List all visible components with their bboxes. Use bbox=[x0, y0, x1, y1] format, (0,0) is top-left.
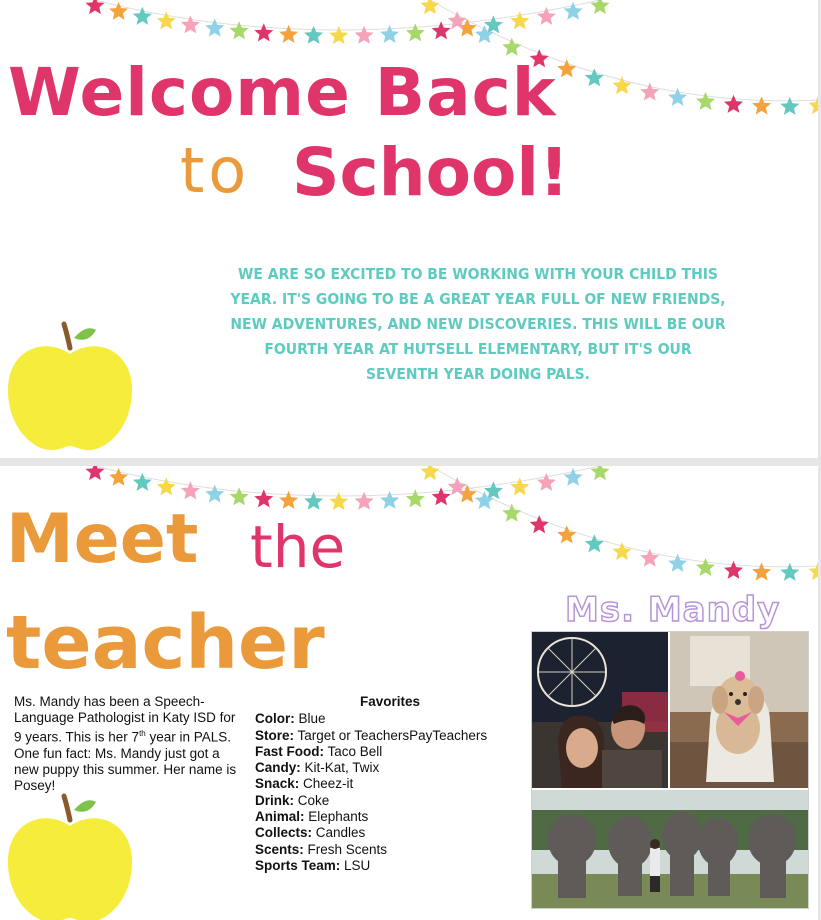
star-decoration bbox=[329, 492, 348, 510]
star-decoration bbox=[724, 95, 743, 113]
apple-icon bbox=[4, 320, 136, 455]
welcome-slide bbox=[0, 0, 818, 458]
apple-icon bbox=[4, 792, 136, 920]
teacher-name: Ms. Mandy bbox=[565, 590, 781, 630]
star-decoration bbox=[557, 59, 576, 77]
title-to: to bbox=[180, 134, 251, 207]
star-decoration bbox=[355, 492, 374, 510]
favorites-title: Favorites bbox=[359, 694, 421, 709]
star-decoration bbox=[380, 491, 399, 509]
list-item: Fast Food: Taco Bell bbox=[255, 743, 383, 759]
star-decoration bbox=[421, 466, 440, 480]
star-decoration bbox=[502, 38, 521, 56]
star-decoration bbox=[432, 21, 451, 39]
list-item: Color: Blue bbox=[255, 711, 326, 727]
list-item: Scents: Fresh Scents bbox=[255, 841, 388, 857]
star-decoration bbox=[585, 68, 604, 86]
list-item: Store: Target or TeachersPayTeachers bbox=[255, 727, 488, 743]
star-decoration bbox=[254, 489, 273, 507]
elephants-photo bbox=[532, 790, 808, 908]
list-item: Drink: Coke bbox=[255, 792, 330, 808]
star-decoration bbox=[724, 561, 743, 579]
star-decoration bbox=[254, 23, 273, 41]
star-decoration bbox=[809, 96, 819, 114]
star-decoration bbox=[380, 25, 399, 43]
star-decoration bbox=[421, 0, 440, 14]
intro-paragraph: WE ARE SO EXCITED TO BE WORKING WITH YOUR CHILD THIS YEAR. IT'S GOING TO BE A GREAT YEAR FULL OF NEW FRIENDS, NEW ADVENTURES, AND NEW DISCOVERIES. THIS WILL BE OUR FOURTH YEAR AT HUTSELL ELEMENTARY, BUT IT'S OUR SEVENTH YEAR DOING PALS. bbox=[230, 265, 726, 383]
star-decoration bbox=[432, 487, 451, 505]
meet-the-teacher-slide bbox=[0, 466, 818, 920]
teacher-bio: Ms. Mandy has been a Speech-Language Pathologist in Katy ISD for 9 years. This is her 7th year in PALS. One fun fact: Ms. Mandy just got a new puppy this summer. Her name is Posey! bbox=[14, 694, 237, 793]
star-decoration bbox=[304, 26, 323, 44]
star-decoration bbox=[591, 466, 610, 480]
list-item: Snack: Cheez-it bbox=[255, 776, 354, 792]
star-decoration bbox=[530, 515, 549, 533]
photo-collage bbox=[531, 631, 809, 909]
title-teacher: teacher bbox=[6, 600, 325, 686]
star-decoration bbox=[585, 534, 604, 552]
couple-photo bbox=[532, 632, 668, 788]
star-decoration bbox=[406, 23, 425, 41]
star-decoration bbox=[780, 563, 799, 581]
star-decoration bbox=[752, 96, 771, 114]
star-decoration bbox=[780, 97, 799, 115]
star-decoration bbox=[329, 26, 348, 44]
star-decoration bbox=[809, 562, 819, 580]
title-school: School! bbox=[292, 134, 570, 211]
title-meet: Meet bbox=[6, 500, 199, 579]
star-decoration bbox=[279, 491, 298, 509]
list-item: Candy: Kit-Kat, Twix bbox=[255, 760, 380, 776]
list-item: Collects: Candles bbox=[255, 825, 366, 841]
star-decoration bbox=[304, 492, 323, 510]
title-the: the bbox=[250, 513, 346, 581]
star-decoration bbox=[557, 525, 576, 543]
star-decoration bbox=[752, 562, 771, 580]
star-decoration bbox=[279, 25, 298, 43]
puppy-photo bbox=[670, 632, 808, 788]
star-decoration bbox=[230, 487, 249, 505]
favorites-list bbox=[255, 694, 525, 874]
star-decoration bbox=[406, 489, 425, 507]
list-item: Sports Team: LSU bbox=[255, 857, 371, 873]
title-welcome-back: Welcome Back bbox=[8, 54, 557, 131]
star-decoration bbox=[355, 26, 374, 44]
star-decoration bbox=[502, 504, 521, 522]
list-item: Animal: Elephants bbox=[255, 809, 369, 825]
star-decoration bbox=[591, 0, 610, 14]
star-decoration bbox=[230, 21, 249, 39]
